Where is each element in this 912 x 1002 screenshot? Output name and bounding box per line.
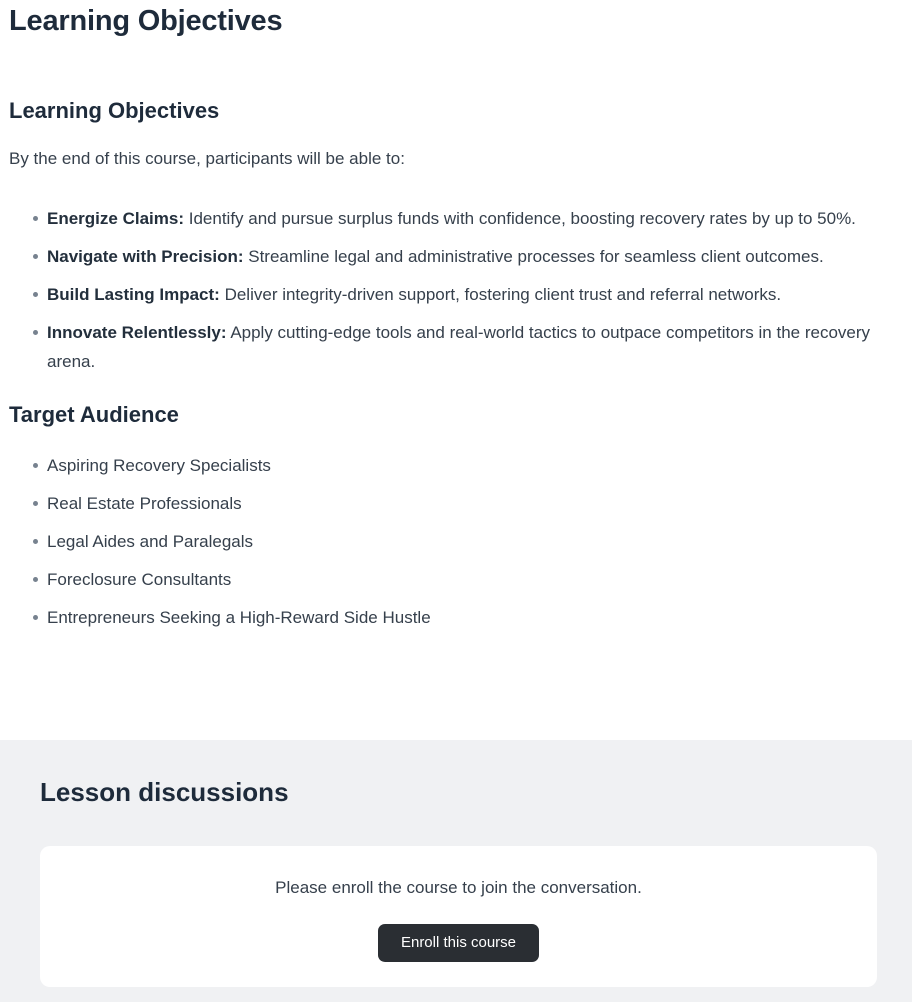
- enroll-prompt-message: Please enroll the course to join the conversation.: [275, 878, 642, 897]
- lesson-discussions-section: [0, 740, 912, 1002]
- list-item: Entrepreneurs Seeking a High-Reward Side Hustle: [47, 603, 905, 632]
- enroll-course-button[interactable]: Enroll this course: [378, 924, 539, 962]
- list-item: Legal Aides and Paralegals: [47, 527, 905, 556]
- objective-text: Apply cutting-edge tools and real-world tactics to outpace competitors in the recovery arena.: [47, 323, 871, 371]
- list-item: Aspiring Recovery Specialists: [47, 451, 905, 480]
- learning-objectives-intro: By the end of this course, participants will be able to:: [9, 149, 405, 168]
- objective-label: Navigate with Precision:: [47, 247, 244, 266]
- enroll-prompt-card: [40, 846, 877, 987]
- objective-label: Innovate Relentlessly:: [47, 323, 227, 342]
- objective-label: Energize Claims:: [47, 209, 184, 228]
- list-item: Real Estate Professionals: [47, 489, 905, 518]
- page-title: Learning Objectives: [9, 5, 283, 37]
- objective-text: Streamline legal and administrative processes for seamless client outcomes.: [248, 247, 824, 266]
- objective-label: Build Lasting Impact:: [47, 285, 220, 304]
- learning-objectives-heading: Learning Objectives: [9, 98, 220, 123]
- objective-text: Deliver integrity-driven support, fostering client trust and referral networks.: [224, 285, 782, 304]
- objective-text: Identify and pursue surplus funds with confidence, boosting recovery rates by up to 50%.: [188, 209, 856, 228]
- list-item: [47, 242, 905, 271]
- list-item: [47, 318, 905, 376]
- learning-objectives-list: [9, 204, 905, 376]
- lesson-discussions-heading: Lesson discussions: [40, 777, 289, 807]
- list-item: Foreclosure Consultants: [47, 565, 905, 594]
- list-item: [47, 204, 905, 233]
- target-audience-list: [9, 451, 905, 632]
- list-item: [47, 280, 905, 309]
- target-audience-heading: Target Audience: [9, 402, 179, 427]
